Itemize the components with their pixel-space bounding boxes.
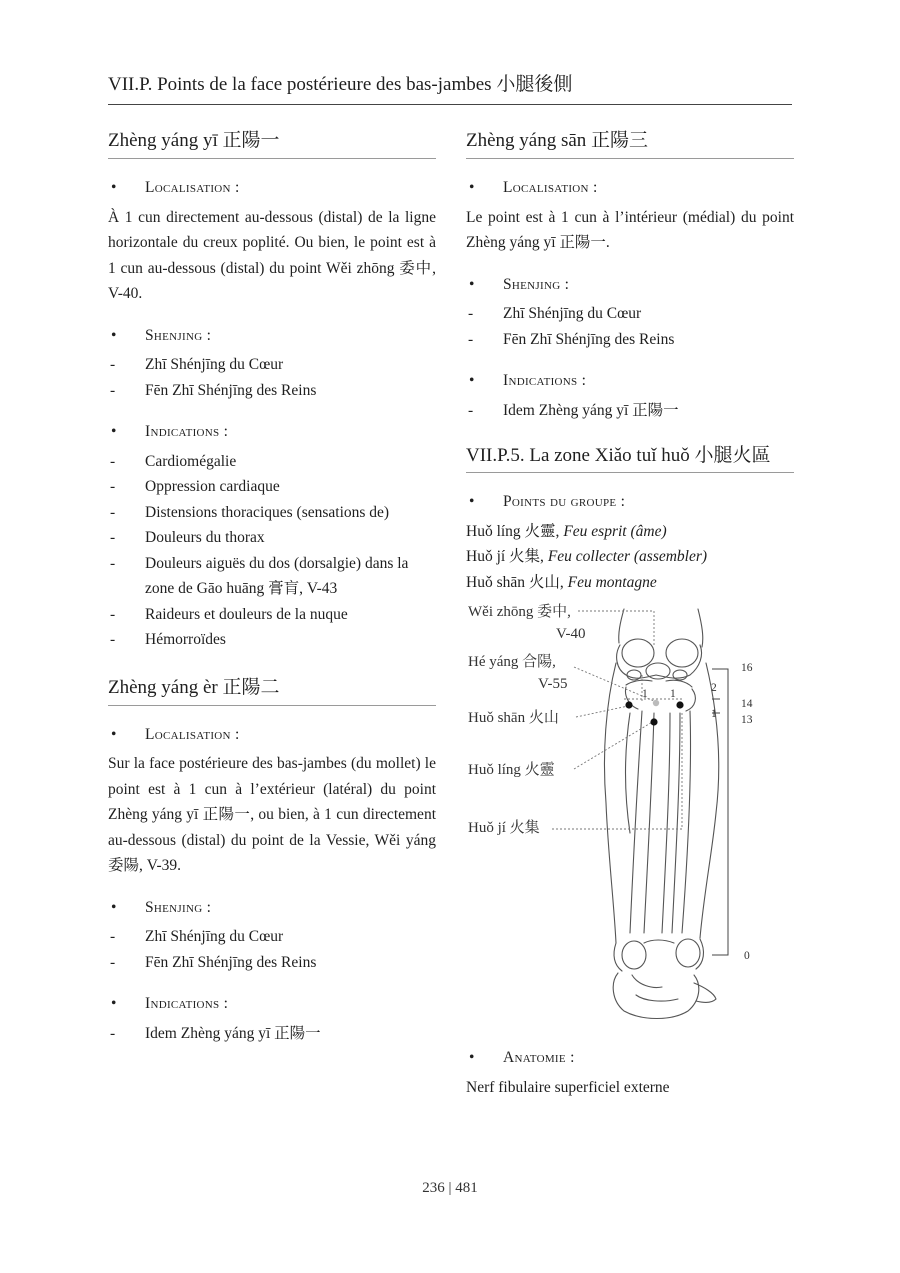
indications-list xyxy=(466,398,794,424)
page-header xyxy=(108,70,792,105)
scale-13: 13 xyxy=(741,714,753,726)
right-column xyxy=(466,128,794,1116)
section-title: Zhèng yáng sān 正陽三 xyxy=(466,128,794,159)
section-title: Zhèng yáng yī 正陽一 xyxy=(108,128,436,159)
section-title: Zhèng yáng èr 正陽二 xyxy=(108,675,436,706)
list-item: - Fēn Zhī Shénjīng des Reins xyxy=(468,330,675,348)
shenjing-heading: • Shenjing : xyxy=(111,898,212,916)
list-item: - Oppression cardiaque xyxy=(110,478,280,495)
scale-16: 16 xyxy=(741,662,753,674)
localisation-text: Le point est à 1 cun à l’intérieur (médial) du point Zhèng yáng yī 正陽一. xyxy=(466,208,794,251)
section-zheng-yang-yi xyxy=(108,128,436,653)
list-item: - Distensions thoraciques (sensations de) xyxy=(110,503,390,521)
localisation-heading: • Localisation : xyxy=(469,179,598,196)
acupoint-huo-ling xyxy=(650,718,657,725)
list-item: - Fēn Zhī Shénjīng des Reins xyxy=(110,953,317,971)
shenjing-list xyxy=(466,301,794,352)
section-xiao-tui-huo-zone xyxy=(466,443,794,1100)
localisation-text: Sur la face postérieure des bas-jambes (du mollet) le point est à 1 cun à l’extérieur (latéral) du point Zhèng yáng yī 正陽一, ou bien, à 1 cun directement au-dessous (distal) du point de la Vessie, Wěi yáng 委陽, V-39. xyxy=(108,755,436,874)
label-v55: V-55 xyxy=(538,676,568,692)
section-zheng-yang-san xyxy=(466,128,794,423)
scale-14: 14 xyxy=(741,698,753,710)
group-point-huo-ling: Huǒ líng 火靈, Feu esprit (âme) xyxy=(466,522,667,540)
indications-heading: • Indications : xyxy=(469,372,587,389)
list-item: - Zhī Shénjīng du Cœur xyxy=(468,305,642,322)
anatomie-heading: • Anatomie : xyxy=(469,1049,575,1066)
list-item: - Idem Zhèng yáng yī 正陽一 xyxy=(110,1024,321,1042)
mark-1a: 1 xyxy=(642,688,648,700)
list-item: - Hémorroïdes xyxy=(110,631,226,648)
label-huo-shan: Huǒ shān 火山 xyxy=(468,710,559,726)
acupoint-zheng-yang-yi xyxy=(676,701,683,708)
group-point-huo-ji: Huǒ jí 火集, Feu collecter (assembler) xyxy=(466,548,708,565)
group-point-huo-shan: Huǒ shān 火山, Feu montagne xyxy=(466,573,657,591)
indications-list xyxy=(108,449,436,653)
points-group-heading: • Points du groupe : xyxy=(469,493,626,510)
mark-2: 2 xyxy=(711,682,717,694)
label-huo-ji: Huǒ jí 火集 xyxy=(468,820,540,836)
list-item: - Idem Zhèng yáng yī 正陽一 xyxy=(468,401,679,419)
left-column xyxy=(108,128,436,1062)
list-item: - Fēn Zhī Shénjīng des Reins xyxy=(110,381,317,399)
label-he-yang: Hé yáng 合陽, xyxy=(468,654,556,670)
localisation-text: À 1 cun directement au-dessous (distal) de la ligne horizontale du creux poplité. Ou bien, le point est à 1 cun au-dessous (distal) du point Wěi zhōng 委中, V-40. xyxy=(108,208,436,302)
anatomie-text: Nerf fibulaire superficiel externe xyxy=(466,1078,670,1096)
shenjing-heading: • Shenjing : xyxy=(111,326,212,344)
localisation-heading: • Localisation : xyxy=(111,179,240,196)
acupoint-huo-shan xyxy=(625,701,632,708)
list-item: - Douleurs aiguës du dos (dorsalgie) dans la zone de Gāo huāng 膏肓, V-43 xyxy=(110,554,409,597)
acupoint-he-yang xyxy=(653,700,659,706)
section-zheng-yang-er xyxy=(108,675,436,1047)
list-item: - Zhī Shénjīng du Cœur xyxy=(110,356,284,373)
list-item: - Douleurs du thorax xyxy=(110,529,265,546)
label-wei-zhong: Wěi zhōng 委中, xyxy=(468,604,571,620)
page-header-title: VII.P. Points de la face postérieure des bas-jambes 小腿後側 xyxy=(108,74,573,95)
label-v40: V-40 xyxy=(556,626,586,642)
list-item: - Zhī Shénjīng du Cœur xyxy=(110,928,284,945)
mark-1b: 1 xyxy=(670,688,676,700)
scale-0: 0 xyxy=(744,950,750,962)
page-number: 236 | 481 xyxy=(422,1180,478,1196)
label-huo-ling: Huǒ líng 火靈 xyxy=(468,762,555,778)
mark-1c: 1 xyxy=(711,708,717,720)
list-item: - Raideurs et douleurs de la nuque xyxy=(110,605,348,623)
shenjing-list xyxy=(108,352,436,403)
list-item: - Cardiomégalie xyxy=(110,452,237,470)
localisation-heading: • Localisation : xyxy=(111,725,240,743)
indications-heading: • Indications : xyxy=(111,995,229,1012)
shenjing-list xyxy=(108,924,436,975)
section-title: VII.P.5. La zone Xiǎo tuǐ huǒ 小腿火區 xyxy=(466,443,794,473)
indications-heading: • Indications : xyxy=(111,423,229,440)
acupoint-markers xyxy=(625,700,683,726)
indications-list xyxy=(108,1021,436,1047)
shenjing-heading: • Shenjing : xyxy=(469,275,570,293)
leg-illustration xyxy=(466,603,794,1033)
